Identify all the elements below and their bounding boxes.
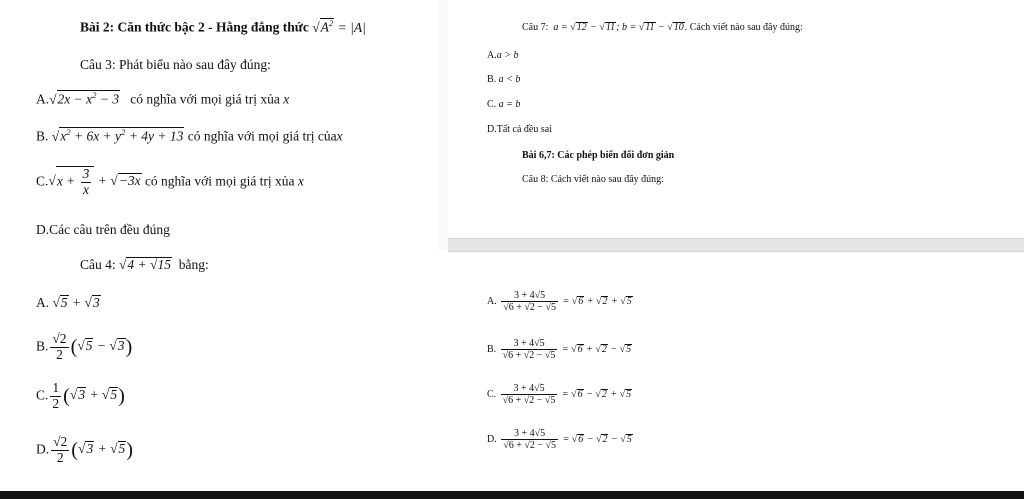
column-gap [438, 0, 448, 250]
q4-option-b: B. $\frac{√2}{2}$ (√5 − √3) [36, 331, 133, 362]
q3-option-d: D.Các câu trên đều đúng [36, 222, 170, 237]
q4-option-c: C. $\frac{1}{2}$ (√3 + √5) [36, 380, 125, 411]
q4-option-a: A. √5 + √3 [36, 295, 100, 310]
q3-option-a: $A.√2x - x^2 - 3$ có nghĩa với mọi giá trị xủa x [36, 90, 290, 107]
page-divider [448, 238, 1024, 252]
q4-option-d: D. $\frac{√2}{2}$ (√3 + √5) [36, 434, 133, 465]
q8-option-c: C. $\frac{3 + 4√5}{√6 + √2 - √5}$ = √6 − √2 + √5 [487, 383, 632, 406]
q7-option-a: A.a > b [487, 50, 519, 61]
q7-option-c: C. a = b [487, 99, 521, 110]
q8-option-d: D. $\frac{3 + 4√5}{√6 + √2 - √5}$ = √6 − √2 − √5 [487, 428, 632, 451]
bottom-edge-bar [0, 491, 1024, 499]
section-title-bai2: Bài 2: Căn thức bậc 2 - Hằng đẳng thức $√A^2 = |A|$ [80, 18, 366, 35]
q3-option-c: C.√x + $\frac{3}{x}$ + √−3x có nghĩa với mọi giá trị xủa x [36, 166, 304, 197]
q3-option-b: B. $√x^2 + 6x + y^2 + 4y + 13$ có nghĩa với mọi giá trị củax [36, 127, 343, 144]
q8-option-a: A. $\frac{3 + 4√5}{√6 + √2 - √5}$ = √6 + √2 + √5 [487, 290, 632, 313]
q7-option-d: D.Tất cả đều sai [487, 124, 552, 135]
question-7-label: Câu 7: a = √12 − √11; b = √11 − √10. Cách viết nào sau đây đúng: [522, 22, 803, 33]
section-title-bai67: Bài 6,7: Các phép biến đổi đơn giản [522, 150, 675, 161]
question-3-label: Câu 3: Phát biểu nào sau đây đúng: [80, 57, 271, 72]
question-8-label: Câu 8: Cách viết nào sau đây đúng: [522, 174, 664, 185]
q8-option-b: B. $\frac{3 + 4√5}{√6 + √2 - √5}$ = √6 + √2 − √5 [487, 338, 632, 361]
q7-option-b: B. a < b [487, 74, 521, 85]
question-4-label: Câu 4: √4 + √15 bằng: [80, 257, 209, 272]
